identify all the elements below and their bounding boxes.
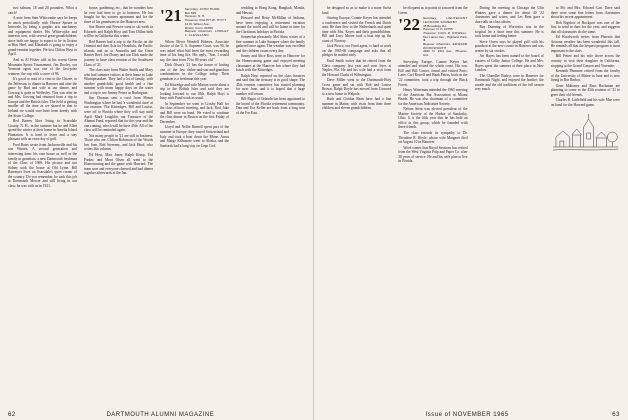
secretary-addr1: 45 Broadway Rd. (422, 23, 447, 28)
paragraph: to Mr. and Mrs. Edward Carr. Dave said there were some fine letters from classmates about his recent appointment. (550, 6, 620, 20)
village-sketch-illustration (551, 113, 620, 153)
right-col-1 (322, 6, 391, 402)
paragraph: Bob Bigelow of Rockport was one of the first to send in dues for the year, and suggests that all classmates do the same. (550, 20, 620, 34)
right-col-2-text (398, 60, 467, 164)
paragraph: In September we went to Crosby Hall for the class officers' meeting, and Jack, Rod, Jake and Bill were on hand. We voted to continue the class dinner in Boston on the first Friday of December. (160, 101, 229, 124)
left-col-3 (160, 6, 229, 402)
class-year-number: '22 (398, 15, 420, 35)
right-columns (322, 6, 620, 402)
paragraph: Red Barnes had a trip to the Pacific on the Oriental and then Asia for Honolulu, the Pacific islands, and on to Australia and the Great Barrier Reef. Joe Doney and son Dick made the journey to have class reunion of the Southwest Class of '21. (84, 39, 153, 67)
secretary-label: Secretary, (422, 16, 437, 21)
left-footer (8, 412, 305, 418)
secretary-label: Secretary, (184, 7, 199, 11)
paragraph: Dave Miller went to the Dartmouth-Holy Cross game and sat with Bob and Louise Brown. Ralph Doyle has moved from Concord to a new home in Walpole. (322, 78, 392, 96)
agent-name: EDWARD WOODWORTH (422, 42, 468, 50)
paragraph: And as Al Fisher told in his recent Green Mountain Sports Tournament, Jim Dooley, our Vermont agent was one of the first-prize winners: the cup with a score of 96. (8, 58, 77, 76)
paragraph: The class note from Walter Smith and Mary who had summer visitors at their home in Lake Winnipesaukee. They had a lot of family, with another grandchild, good health and a fine summer with many happy days on the water and a trip to see Jimmy Peters in Burlington. (84, 68, 153, 95)
paragraph: Red Barnes likes living in Scarsdale County, N. H., in the summer but he and Ellen spend the winter at their home in Amelia Island Plantation. It is hard to leave and a stay pleasant with an extra day of golf. (8, 119, 77, 142)
agent-label: Bequest Chairman, (422, 42, 451, 47)
paragraph: Ralph Hoyt reported on the class finances and said that the treasury is in good shape. The 45th reunion committee has started planning for next June, and it is hoped that a large number will return. (236, 73, 305, 96)
class-officers (423, 17, 468, 58)
paragraph: Ruth and Gordon Bean have had a fine summer in Maine, with visits from their three children and eleven grandchildren. (322, 97, 392, 111)
paragraph: The class extends its sympathy to Dr. Theodore R. Hoyle, whose wife Margaret died on August 10 in Hanover. (398, 131, 468, 145)
secretary-addr2: Hanover, N. H. (184, 14, 206, 19)
paragraph: Ed Hoyt, Mart Jones, Ralph Kemp, Ted Parker, and Mont Olsen all went to the Homecoming and the game with Harvard. The team won and everyone cheered and had dinner together afterwards at the Inn. (84, 152, 153, 176)
treasurer-addr2: Mystic, Conn. 06355 (184, 25, 213, 30)
paragraph: Nelson Stein was elected president of the Marine Society of the Harbor of Sandusky, Ohio. It is the fifth year that he has held an office in this group, which he founded with three friends. (398, 107, 468, 130)
left-col-2 (84, 6, 153, 402)
paragraph: Sonny and Alice Ross were in Hanover for the Homecoming game and enjoyed meeting classmates at the Hanover Inn where they had lunch with the Kittredges. (236, 54, 305, 73)
paragraph: Charles R. Littlefield and his wife Mae were on hand for the Harvard game. (550, 98, 620, 107)
paragraph: Bill Pettee and his wife drove across the country to visit their daughter in California, stopping at the Grand Canyon and Yosemite. (550, 54, 620, 68)
paragraph: Dick Olson's '21 has the honor of having one of the few father-and-son-and-grandson combinations in the College today. Their grandson is a freshman this year. (160, 63, 229, 81)
paragraph: Fred Bates wrote from Jacksonville and his son Warren. A second generation and interesting item: his own house as well as the family in grandson, a new Dartmouth freshman of the Class of 1969. His picture and son Sidney took the house at Old Lyme. Bill Batemyer lives on Scarsdale's quiet corner of the country. Do you remember, he took this job at Dartmouth Mercer and still living in our class; he was with us in 1921. (8, 142, 77, 188)
secretary-addr1: Box 925 (184, 10, 197, 15)
paragraph: be designed so as to make it a more Swiss kind. (322, 6, 392, 15)
paragraph: Lloyd and Nellie Burnell spent part of the summer in Europe; they toured Switzerland and Italy and took a boat down the Rhine. Amos and Marge Kilbourne went to Alaska, and the Sanfords had a long stay on Cape Cod. (160, 125, 229, 148)
paragraph: Kenneth Plummer retired from the faculty of the University of Maine in June and is now living in Bar Harbor. (550, 69, 620, 83)
treasurer-label: Treasurer, (184, 18, 199, 23)
treasurer-addr1: 12 W. Wilson Ave., (184, 21, 211, 26)
paragraph: When Oliver Wendell Holmes, Associate Justice of the U. S. Supreme Court, was 90, he was asked what had been the most rewarding time of his long life. His reply, "Son, I would say, the time from 70 to 80 years old." (160, 39, 229, 62)
paragraph: A note from Sam Whitcombe says he keeps in touch periodically with Horace Speare in Intervale, by being a graphic arts machinery and equipment dealer. His White-ojike and interests now, with several great-grandchildren, since both are happy to expect to be in Groton at Hint Heel, and Elizabeth is going to enjoy a grand-reunion together. We lost Clifton Hoyt in April. (8, 16, 77, 57)
right-page (314, 0, 628, 420)
paragraph: Jim Doonan sent a card from Mount Washington where he had 'a wonderful time' at our reunion. The Kittredges, Bill and Louise, were off to Florida where they will stay until April. Mark Loughlin, our Treasurer of the Alumni Fund, reported that for this year and the one coming, which will be their 45th. All of the class will be reminded again. (84, 96, 153, 133)
paragraph: Henry Waterman attended the 1965 meeting of the American Bar Association at Miami Beach. He was also chairman of a committee for the American Judicature Society. (398, 88, 468, 106)
left-col-4 (236, 6, 305, 402)
paragraph: Ed Woodworth writes from Phoenix that Arizona weather has been wonderful this fall. He reminds all that the bequest program is most important to the class. (550, 35, 620, 53)
treasurer-label: Treasurer, (422, 30, 437, 35)
paragraph: Sue Baxter and Peewee went to ski week in Edwards and Ralph Hoyt and Tom Dillon both will be in California this winter. (84, 25, 153, 39)
paragraph: two salmon, 18 and 20 pounders. What a catch! (8, 6, 77, 15)
left-col-3-text (160, 40, 229, 149)
right-col-4 (551, 6, 620, 402)
paragraph: Stirring Europe, Connie Keyes has attended a conference and visited the French and Dutch area. He then flew to the Netherlands and spent time with Mrs. Keyes and their grandchildren. Bill and Lucy Moore took a boat trip up the coast of Norway. (322, 16, 392, 43)
right-magazine-issue: Issue of NOVEMBER 1965 (425, 412, 509, 418)
class-1922-heading (398, 17, 467, 58)
right-col-2 (398, 6, 467, 402)
class-1921-heading (160, 8, 229, 38)
secretary-name: JOHN HURD (199, 7, 220, 11)
paragraph: During the meeting in Chicago the Ulin Winters gave a dinner for about 40 '22 classmates and wives, and Les Bent gave a short talk on class affairs. (474, 6, 544, 24)
right-col-4-text (551, 6, 620, 107)
right-col-2-lead (398, 6, 467, 15)
class-year-number: '21 (160, 6, 182, 25)
agent-label: Bequest Chairman, (184, 29, 213, 34)
secretary-name: LIEUTENANT LEONARD SOMERBY (422, 16, 468, 24)
paragraph: Jack Pierce, our Fund agent, is hard at work on the 1965-66 campaign and asks that all pledges be mailed early. (322, 44, 392, 58)
paragraph: Ed Kittredge and wife Marion wrote about a trip to the British Isles and said they are looking forward to our 45th. Ralph Hoyt is busy with Fund work as usual. (160, 82, 229, 101)
right-col-3 (475, 6, 544, 402)
paragraph: Surveying Europe, Connie Keyes has attended and visited the whole coast. His son, Bill and Bill Conter, found and visited Paris. Later, Carl Rowell and Hank Peters, both on the '22 committee, took a trip through the Black Forest. (398, 59, 468, 87)
paragraph: house, gardening, etc., that he wonders how he ever had time to go to business. He has bought for his winters apartment and for the three of his grandsons in the Hanover area. (84, 6, 153, 24)
left-columns (8, 6, 305, 402)
village-sketch-icon (551, 113, 620, 153)
treasurer-addr1: 511 Laurel Ave., Highland Park, Ill. (422, 34, 468, 43)
treasurer-name: CARL R. ROWELL (437, 30, 467, 35)
left-col-1 (8, 6, 77, 402)
left-folio: 62 (8, 412, 16, 418)
left-magazine-name: DARTMOUTH ALUMNI MAGAZINE (106, 412, 215, 418)
paragraph: Bill Bagot of Orlando has been appointed to the board of the Florida retirement community. Dan and Eva Keller are back from a long tour of the Far East. (236, 97, 305, 116)
paragraph: Emil Smith writes that he retired from the Glass company last year and now lives at Naples, Fla. He and his wife had a visit from the Howard Clarks of Wilmington. (322, 59, 392, 77)
paragraph: be eloquent as to points to a marvel from the Green. (398, 6, 468, 15)
right-folio: 63 (612, 412, 620, 418)
paragraph: Not many people in '21 are still in business. Those who are: Clifton Robinson of the Woods law firm, Bob Sweeney, and Jack Hurd, who writes this column. (84, 133, 153, 152)
agent-name: LINDLEY J. CLEVELAND (184, 29, 229, 37)
secretary-addr2: Hanover, N. H. 03755 (422, 27, 453, 32)
paragraph: wedding to Hong Kong, Bangkok, Manila, and Hawaii. (236, 6, 305, 15)
paragraph: The Chandler Bixbys were in Hanover for Dartmouth Night, and enjoyed the bonfire, the parade and the old traditions of the fall season very much. (474, 73, 544, 92)
paragraph: Howard and Betty McMillan of Indiana, have been enjoying a retirement vacation around the world and will be home in time for the Christmas holidays in Florida. (236, 16, 305, 34)
paragraph: It's good to read of a visit to the Chizee, to the Jefferson, to dinner in Hanover and after the game by Bud and wife at our dinner, and Gowing is quite in Wellesley. This was after he and Mrs. Gowing had returned from a trip to Europe and the British Isles. The field is getting smaller all the time as we shared in that to Ireland we would sure have been keenly with the Sister College. (8, 77, 77, 118)
paragraph: Word comes that Royal Sessions has retired from the West Virginia Pulp and Paper Co. after 38 years of service. He and his wife plan to live in Florida. (398, 145, 468, 164)
paragraph: Art Hayes has been named to the board of trustees of Colby Junior College. He and Mrs. Hayes spent the summer at their place in New London. (474, 54, 544, 73)
agent-addr: 4640 N. 23rd Ave., Phoenix, Ariz. (422, 49, 468, 58)
paragraph: Somewhat pleasantly Mel Shaw writes of a fine summer at Lake Sunapee where the family gathered once again. The weather was excellent and the children swam every day. (236, 35, 305, 53)
paragraph: Ray Dunning of Worcester was in the hospital for a short time this summer. He is back home and feeling better. (474, 25, 544, 39)
class-officers (185, 8, 229, 38)
treasurer-name: RALPH W. HOYT (199, 18, 227, 23)
right-footer (322, 412, 620, 418)
paragraph: Gene Mahoney and Russ Buchanan are planning to come to the 45th reunion of '21 to greet their old friends. (550, 83, 620, 97)
paragraph: Steve Owen says he played golf with his grandson at the new course in Hanover and was beaten by six strokes. (474, 39, 544, 53)
